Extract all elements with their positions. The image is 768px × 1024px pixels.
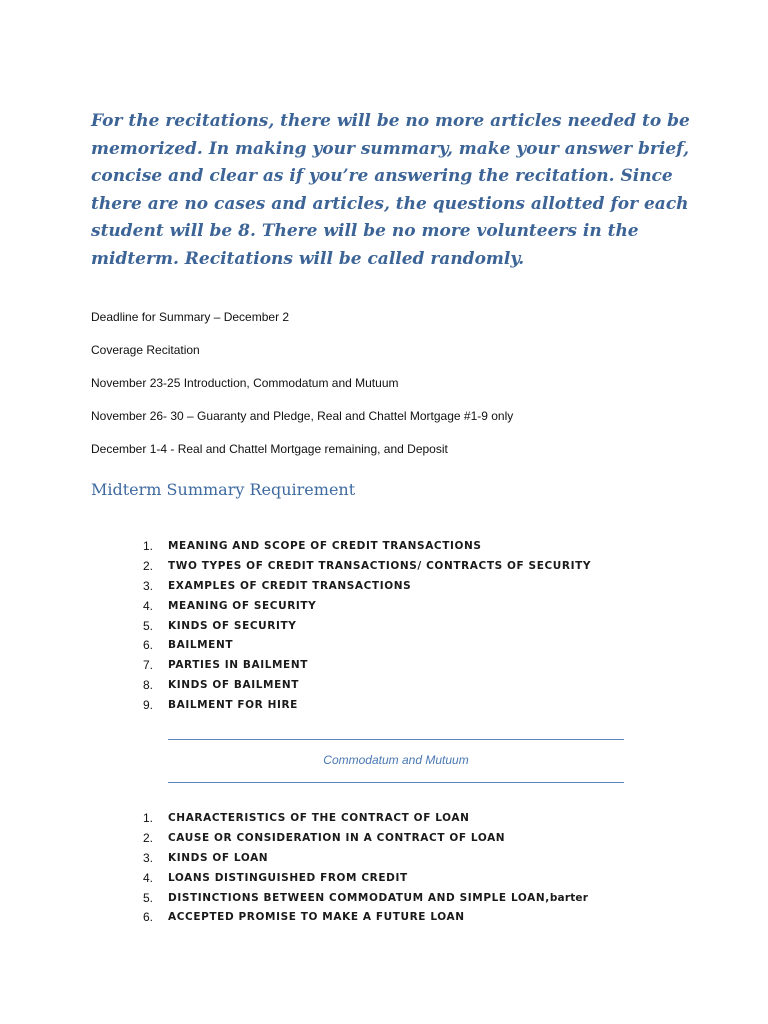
- list-item-text: CHARACTERISTICS OF THE CONTRACT OF LOAN: [168, 811, 470, 824]
- top-divider: [168, 739, 624, 740]
- list-item: [143, 675, 591, 695]
- schedule-line: November 23-25 Introduction, Commodatum and Mutuum: [91, 376, 399, 390]
- list-item-text: TWO TYPES OF CREDIT TRANSACTIONS/ CONTRACTS OF SECURITY: [168, 559, 592, 572]
- list-item-text: BAILMENT FOR HIRE: [168, 699, 298, 712]
- list-item: [143, 868, 588, 888]
- list-number: 3.: [143, 578, 154, 593]
- list-item: [143, 848, 588, 868]
- list-item: [143, 828, 588, 848]
- list-number: 1.: [143, 810, 154, 825]
- requirement-list: [143, 536, 591, 715]
- list-item: [143, 576, 591, 596]
- deadline-line: Deadline for Summary – December 2: [91, 310, 290, 324]
- list-item-text: MEANING OF SECURITY: [168, 599, 317, 612]
- list-number: 6.: [143, 910, 154, 925]
- list-number: 7.: [143, 658, 154, 673]
- list-item: [143, 635, 591, 655]
- list-number: 6.: [143, 638, 154, 653]
- section-heading: Midterm Summary Requirement: [91, 480, 356, 499]
- list-number: 2.: [143, 830, 154, 845]
- list-item-text: KINDS OF BAILMENT: [168, 679, 300, 692]
- list-item: [143, 888, 588, 908]
- list-item: [143, 655, 591, 675]
- list-item-text: PARTIES IN BAILMENT: [168, 659, 308, 672]
- list-item-suffix: barter: [549, 891, 589, 904]
- list-item: [143, 536, 591, 556]
- list-number: 1.: [143, 538, 154, 553]
- bottom-divider: [168, 782, 624, 783]
- list-number: 9.: [143, 698, 154, 713]
- list-item-text: KINDS OF SECURITY: [168, 619, 297, 632]
- list-item-text: EXAMPLES OF CREDIT TRANSACTIONS: [168, 579, 412, 592]
- subsection-caption: Commodatum and Mutuum: [323, 753, 469, 767]
- list-item: [143, 695, 591, 715]
- list-item-text: CAUSE OR CONSIDERATION IN A CONTRACT OF LOAN: [168, 831, 506, 844]
- list-item: [143, 616, 591, 636]
- list-item: [143, 596, 591, 616]
- list-number: 4.: [143, 598, 154, 613]
- list-item-text: KINDS OF LOAN: [168, 851, 269, 864]
- loan-list: [143, 808, 588, 927]
- schedule-line: November 26- 30 – Guaranty and Pledge, Real and Chattel Mortgage #1-9 only: [91, 409, 514, 423]
- list-item-text: ACCEPTED PROMISE TO MAKE A FUTURE LOAN: [168, 911, 465, 924]
- list-number: 5.: [143, 890, 154, 905]
- list-item-text: LOANS DISTINGUISHED FROM CREDIT: [168, 871, 408, 884]
- list-item-text: DISTINCTIONS BETWEEN COMMODATUM AND SIMPLE LOAN,: [168, 891, 550, 904]
- list-number: 5.: [143, 618, 154, 633]
- list-number: 4.: [143, 870, 154, 885]
- list-item-text: MEANING AND SCOPE OF CREDIT TRANSACTIONS: [168, 539, 482, 552]
- list-number: 8.: [143, 678, 154, 693]
- list-number: 2.: [143, 558, 154, 573]
- list-item: [143, 907, 588, 927]
- coverage-heading: Coverage Recitation: [91, 343, 200, 357]
- intro-paragraph: For the recitations, there will be no more articles needed to be memorized. In making your summary, make your answer brief, concise and clear as if you’re answering the recitation. Since there are no cases and articles, the questions allotted for each student will be 8. There will be no more volunteers in the midterm. Recitations will be called randomly.: [91, 111, 690, 269]
- list-number: 3.: [143, 850, 154, 865]
- list-item: [143, 556, 591, 576]
- list-item-text: BAILMENT: [168, 639, 234, 652]
- schedule-line: December 1-4 - Real and Chattel Mortgage remaining, and Deposit: [91, 442, 448, 456]
- list-item: [143, 808, 588, 828]
